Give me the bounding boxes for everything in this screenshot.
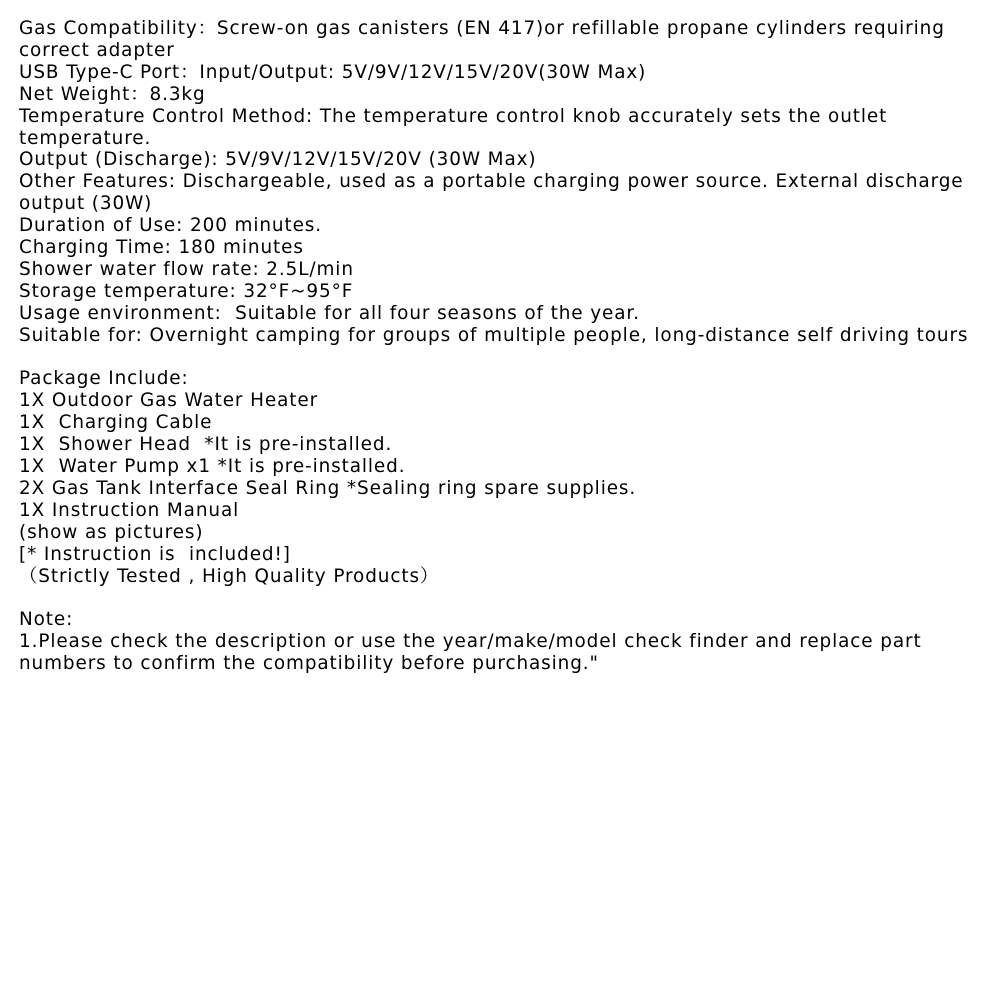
note-section [19,609,984,675]
section-gap [19,347,984,369]
package-item: 1X Charging Cable [19,412,213,434]
spec-list [19,18,984,347]
package-remark: （Strictly Tested , High Quality Products） [19,565,440,587]
spec-flow-rate: Shower water flow rate: 2.5L/min [19,258,354,280]
package-heading: Package Include: [19,368,189,390]
package-item: 2X Gas Tank Interface Seal Ring *Sealing ring spare supplies. [19,478,637,500]
spec-gas-compatibility: Gas Compatibility：Screw-on gas canisters (EN 417)or refillable propane cylinders requiring correct adapter [19,18,952,61]
package-remark: [* Instruction is included!] [19,543,291,565]
spec-duration: Duration of Use: 200 minutes. [19,215,323,237]
spec-usage-environment: Usage environment: Suitable for all four seasons of the year. [19,302,640,324]
spec-net-weight: Net Weight：8.3kg [19,83,206,105]
package-list [19,368,984,587]
package-item: 1X Shower Head *It is pre-installed. [19,434,393,456]
section-gap [19,588,984,610]
spec-charging-time: Charging Time: 180 minutes [19,237,304,259]
spec-other-features: Other Features: Dischargeable, used as a portable charging power source. External discharge output (30W) [19,171,971,215]
spec-usb-port: USB Type-C Port：Input/Output: 5V/9V/12V/15V/20V(30W Max) [19,61,647,83]
package-remark: (show as pictures) [19,521,204,543]
note-text: 1.Please check the description or use the year/make/model check finder and replace part numbers to confirm the compatibility before purchasing." [19,631,929,675]
package-item: 1X Water Pump x1 *It is pre-installed. [19,456,406,478]
spec-storage-temperature: Storage temperature: 32°F~95°F [19,280,354,302]
spec-temperature-control: Temperature Control Method: The temperature control knob accurately sets the outlet temperature. [19,105,894,149]
product-description [19,18,984,675]
package-item: 1X Instruction Manual [19,499,240,521]
spec-output: Output (Discharge): 5V/9V/12V/15V/20V (30W Max) [19,149,537,171]
spec-suitable-for: Suitable for: Overnight camping for groups of multiple people, long-distance self driving tours [19,324,969,346]
package-item: 1X Outdoor Gas Water Heater [19,390,319,412]
note-heading: Note: [19,609,74,631]
